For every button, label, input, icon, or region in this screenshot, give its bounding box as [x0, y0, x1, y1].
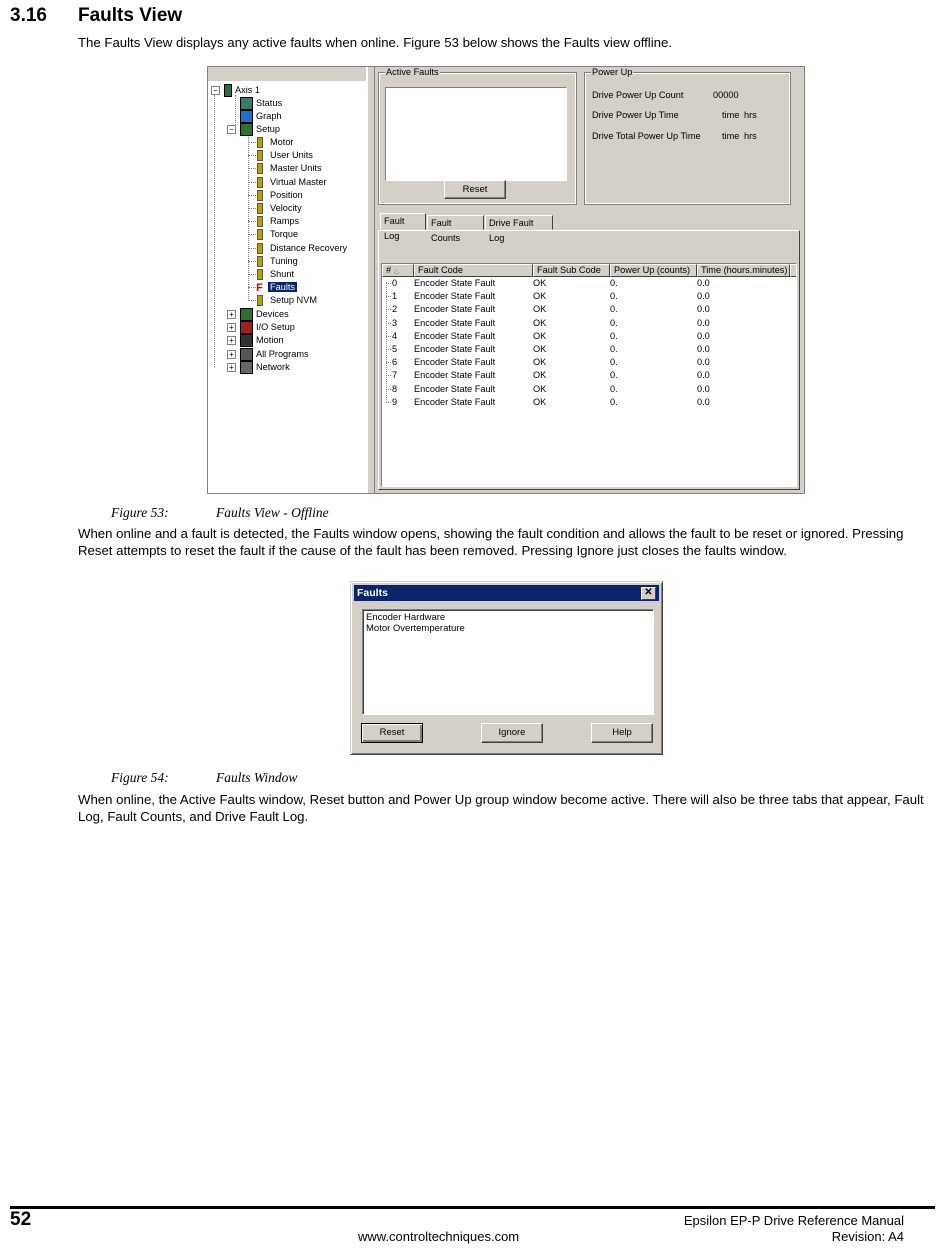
tree-node-setup-child[interactable]: Shunt [254, 268, 294, 280]
power-up-cell: 0. [610, 357, 618, 368]
power-up-cell: 0. [610, 383, 618, 394]
fault-sub-code-cell: OK [533, 396, 547, 407]
footer-url[interactable]: www.controltechniques.com [358, 1229, 520, 1244]
close-icon[interactable]: ✕ [641, 587, 656, 600]
fault-code-cell: Encoder State Fault [414, 304, 496, 315]
parameter-icon [257, 163, 263, 174]
tree-node-io-setup[interactable]: I/O Setup [240, 321, 295, 333]
time-cell: 0.0 [697, 396, 710, 407]
reset-button[interactable]: Reset [444, 180, 506, 199]
power-up-time-label: Drive Power Up Time [592, 110, 679, 120]
parameter-icon [257, 137, 263, 148]
parameter-icon [257, 269, 263, 280]
reset-button[interactable]: Reset [361, 723, 423, 743]
row-number: 9 [392, 396, 398, 407]
table-row[interactable] [382, 303, 797, 316]
figure53-caption-title: Faults View - Offline [216, 505, 329, 520]
time-cell: 0.0 [697, 291, 710, 302]
faults-window-titlebar[interactable] [354, 585, 659, 601]
fault-sub-code-cell: OK [533, 278, 547, 288]
row-number: 3 [392, 317, 398, 328]
table-row[interactable] [382, 290, 797, 303]
power-up-time-unit: hrs [744, 110, 757, 120]
time-cell: 0.0 [697, 304, 710, 315]
time-cell: 0.0 [697, 278, 710, 288]
expand-icon[interactable]: + [227, 363, 236, 372]
fault-sub-code-cell: OK [533, 370, 547, 381]
help-button[interactable]: Help [591, 723, 653, 743]
col-header-time[interactable]: Time (hours.minutes) [697, 264, 790, 277]
parameter-icon [257, 256, 263, 267]
tree-node-setup-child[interactable]: Torque [254, 228, 298, 240]
network-icon [240, 361, 253, 374]
page-number: 52 [10, 1209, 32, 1230]
power-up-cell: 0. [610, 304, 618, 315]
table-row[interactable] [382, 356, 797, 369]
revision: Revision: A4 [831, 1229, 904, 1244]
row-number: 4 [392, 330, 398, 341]
power-up-label: Power Up [592, 67, 633, 77]
figure54-caption-number: Figure 54: [111, 770, 169, 785]
time-cell: 0.0 [697, 344, 710, 354]
tree-node-setup-child[interactable]: Tuning [254, 255, 298, 267]
col-header-fault-sub-code[interactable]: Fault Sub Code [533, 264, 610, 277]
tree-node-devices[interactable]: Devices [240, 308, 289, 320]
fault-icon: F [256, 282, 263, 295]
table-row[interactable] [382, 317, 797, 330]
sort-ascending-icon: △ [393, 268, 400, 275]
tree-node-setup[interactable]: Setup [240, 123, 280, 135]
devices-icon [240, 308, 253, 321]
expand-icon[interactable]: + [227, 310, 236, 319]
section-number: 3.16 [10, 5, 47, 26]
time-cell: 0.0 [697, 330, 710, 341]
fault-sub-code-cell: OK [533, 344, 547, 354]
time-cell: 0.0 [697, 317, 710, 328]
parameter-icon [257, 190, 263, 201]
faults-list[interactable] [362, 609, 654, 715]
fault-code-cell: Encoder State Fault [414, 344, 496, 354]
fault-code-cell: Encoder State Fault [414, 357, 496, 368]
power-up-cell: 0. [610, 370, 618, 381]
fault-code-cell: Encoder State Fault [414, 370, 496, 381]
row-number: 2 [392, 304, 398, 315]
row-number: 6 [392, 357, 398, 368]
expand-icon[interactable]: + [227, 323, 236, 332]
expand-icon[interactable]: + [227, 350, 236, 359]
fault-code-cell: Encoder State Fault [414, 383, 496, 394]
fault-log-list[interactable] [381, 263, 797, 487]
active-faults-label: Active Faults [386, 67, 439, 77]
fault-code-cell: Encoder State Fault [414, 396, 496, 407]
col-header-filler [790, 264, 797, 277]
ignore-button[interactable]: Ignore [481, 723, 543, 743]
parameter-icon [257, 243, 263, 254]
tab-panel [378, 230, 800, 490]
table-row[interactable] [382, 369, 797, 382]
monitor-icon [240, 97, 253, 110]
total-power-up-time-unit: hrs [744, 131, 757, 141]
tree-node-setup-child[interactable]: Setup NVM [254, 294, 317, 306]
faults-window [350, 581, 663, 755]
drive-icon [224, 84, 232, 97]
power-up-count-label: Drive Power Up Count [592, 90, 684, 100]
fault-sub-code-cell: OK [533, 330, 547, 341]
graph-icon [240, 110, 253, 123]
power-up-count-value: 00000 [713, 90, 739, 100]
table-row[interactable] [382, 396, 797, 409]
parameter-icon [257, 295, 263, 306]
fault-sub-code-cell: OK [533, 304, 547, 315]
fault-sub-code-cell: OK [533, 357, 547, 368]
col-header-fault-code[interactable]: Fault Code [414, 264, 533, 277]
paragraph-faults-window: When online and a fault is detected, the Faults window opens, showing the fault condition and allows the fault to be reset or ignored. Pressing Reset attempts to reset the fault if the cause of the fault has been removed. Pressing Ignore just closes the faults window. [78, 526, 904, 558]
power-up-cell: 0. [610, 396, 618, 407]
power-up-cell: 0. [610, 330, 618, 341]
collapse-axis1-icon[interactable]: − [211, 86, 220, 95]
tree-node-setup-child[interactable]: Virtual Master [254, 176, 327, 188]
tree-node-status[interactable]: Status [240, 97, 282, 109]
tree-node-motion[interactable]: Motion [240, 334, 284, 346]
fault-code-cell: Encoder State Fault [414, 317, 496, 328]
tab-fault-counts[interactable]: Fault Counts [427, 215, 484, 230]
table-row[interactable] [382, 277, 797, 290]
row-number: 8 [392, 383, 398, 394]
faults-view-screenshot [207, 66, 805, 494]
fault-sub-code-cell: OK [533, 383, 547, 394]
col-header-number[interactable]: # △ [382, 264, 414, 277]
faults-window-title: Faults [357, 587, 388, 599]
motion-icon [240, 334, 253, 347]
tree-node-setup-child[interactable]: Distance Recovery [254, 242, 347, 254]
section-title: Faults View [78, 5, 183, 26]
tree-node-network[interactable]: Network [240, 361, 290, 373]
tab-fault-log[interactable]: Fault Log [380, 213, 426, 230]
tree-node-setup-child[interactable]: Master Units [254, 162, 322, 174]
power-up-cell: 0. [610, 278, 618, 288]
paragraph-online: When online, the Active Faults window, Reset button and Power Up group window become active. There will also be three tabs that appear, Fault Log, Fault Counts, and Drive Fault Log. [78, 792, 924, 824]
tree-node-programs[interactable]: All Programs [240, 348, 309, 360]
table-row[interactable] [382, 343, 797, 356]
row-number: 5 [392, 344, 398, 354]
fault-item[interactable]: Motor Overtemperature [366, 623, 465, 634]
time-cell: 0.0 [697, 370, 710, 381]
tree-node-setup-child[interactable]: User Units [254, 149, 313, 161]
fault-sub-code-cell: OK [533, 291, 547, 302]
parameter-icon [257, 150, 263, 161]
setup-icon [240, 123, 253, 136]
parameter-icon [257, 177, 263, 188]
footer-rule [10, 1206, 935, 1209]
expand-icon[interactable]: + [227, 336, 236, 345]
tree-node-setup-child[interactable]: F Faults [254, 281, 297, 293]
col-header-power-up-counts[interactable]: Power Up (counts) [610, 264, 697, 277]
figure54-caption-title: Faults Window [216, 770, 298, 785]
power-up-group [585, 67, 790, 204]
total-power-up-time-value: time [722, 131, 740, 141]
power-up-cell: 0. [610, 344, 618, 354]
tree-node-graph[interactable]: Graph [240, 110, 282, 122]
figure53-caption-number: Figure 53: [111, 505, 169, 520]
parameter-icon [257, 229, 263, 240]
total-power-up-time-label: Drive Total Power Up Time [592, 131, 701, 141]
manual-title: Epsilon EP-P Drive Reference Manual [683, 1213, 904, 1228]
collapse-setup-icon[interactable]: − [227, 125, 236, 134]
fault-code-cell: Encoder State Fault [414, 330, 496, 341]
tree-node-setup-child[interactable]: Motor [254, 136, 294, 148]
active-faults-list[interactable] [385, 87, 567, 181]
pane-splitter[interactable] [368, 67, 375, 493]
time-cell: 0.0 [697, 383, 710, 394]
tree-node-axis1[interactable]: Axis 1 [224, 84, 260, 96]
row-number: 1 [392, 291, 398, 302]
intro-paragraph: The Faults View displays any active faults when online. Figure 53 below shows the Faults view offline. [78, 35, 672, 50]
tree-node-setup-child[interactable]: Ramps [254, 215, 299, 227]
time-cell: 0.0 [697, 357, 710, 368]
io-setup-icon [240, 321, 253, 334]
tab-drive-fault-log[interactable]: Drive Fault Log [485, 215, 553, 230]
tree-header-bar [208, 67, 366, 82]
parameter-icon [257, 203, 263, 214]
programs-icon [240, 348, 253, 361]
table-row[interactable] [382, 330, 797, 343]
project-tree [208, 67, 369, 493]
fault-sub-code-cell: OK [533, 317, 547, 328]
row-number: 0 [392, 278, 398, 288]
power-up-time-value: time [722, 110, 740, 120]
table-row[interactable] [382, 383, 797, 396]
parameter-icon [257, 216, 263, 227]
tree-node-setup-child[interactable]: Velocity [254, 202, 302, 214]
fault-item[interactable]: Encoder Hardware [366, 612, 446, 623]
power-up-cell: 0. [610, 291, 618, 302]
fault-code-cell: Encoder State Fault [414, 278, 496, 288]
tree-node-setup-child[interactable]: Position [254, 189, 303, 201]
active-faults-group [379, 67, 576, 204]
row-number: 7 [392, 370, 398, 381]
fault-code-cell: Encoder State Fault [414, 291, 496, 302]
power-up-cell: 0. [610, 317, 618, 328]
